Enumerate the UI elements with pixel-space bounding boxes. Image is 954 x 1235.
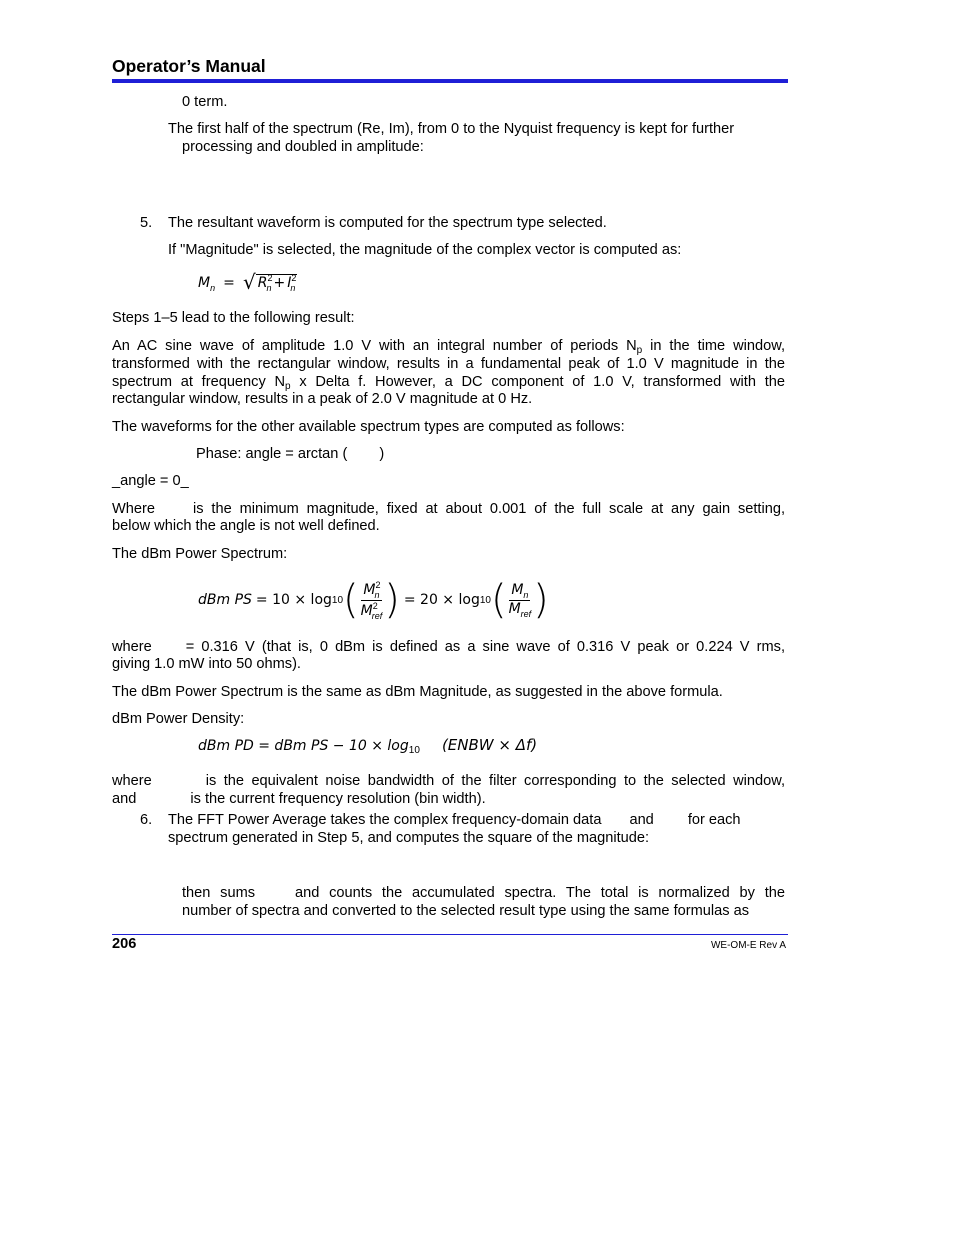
footer-divider xyxy=(112,934,788,935)
step6-line2: spectrum generated in Step 5, and computes the square of the magnitude: xyxy=(168,830,650,846)
paragraph-then-line1: then sums and counts the accumulated spectra. The total is normalized by the xyxy=(182,885,785,901)
paragraph-same-as: The dBm Power Spectrum is the same as dBm Magnitude, as suggested in the above formula. xyxy=(112,684,723,700)
paragraph-first-half-line1: The first half of the spectrum (Re, Im), from 0 to the Nyquist frequency is kept for further xyxy=(168,121,735,137)
formula-magnitude-lhs: M xyxy=(198,275,211,291)
step5-text: The resultant waveform is computed for the spectrum type selected. xyxy=(168,215,607,231)
paragraph-zero-term: 0 term. xyxy=(182,94,228,110)
paragraph-ac-line4: rectangular window, results in a peak of 2.0 V magnitude at 0 Hz. xyxy=(112,391,533,407)
paragraph-ac-line3: spectrum at frequency $N_p$ x Delta f. However, a DC component of 1.0 V, transformed with the xyxy=(112,374,785,392)
paragraph-then-line2: number of spectra and converted to the selected result type using the same formulas as xyxy=(182,903,750,919)
document-id: WE-OM-E Rev A xyxy=(710,940,786,951)
formula-dbm-pd: dBm PD = dBm PS − $10 \times \log_{10}$ (ENBW × Δf) xyxy=(198,736,538,756)
sqrt-icon: √ xyxy=(242,270,256,294)
paragraph-where-line1: Where is the minimum magnitude, fixed at about 0.001 of the full scale at any gain setting, xyxy=(112,501,785,517)
paragraph-enbw-line2: and is the current frequency resolution (bin width). xyxy=(112,791,486,807)
step6-line1: The FFT Power Average takes the complex frequency-domain data and for each xyxy=(168,812,741,828)
formula-magnitude-radicand: $R^2_n + I^2_n$ xyxy=(257,273,297,293)
paragraph-phase: Phase: angle = arctan ( ) xyxy=(196,446,385,462)
paragraph-ac-line2: transformed with the rectangular window, results in a fundamental peak of 1.0 V magnitude in the xyxy=(112,356,785,372)
paragraph-steps-result: Steps 1–5 lead to the following result: xyxy=(112,310,355,326)
step5-number: 5. xyxy=(140,215,153,231)
header-divider xyxy=(112,79,788,83)
step6-number: 6. xyxy=(140,812,153,828)
paragraph-dbm-ps: The dBm Power Spectrum: xyxy=(112,546,288,562)
paragraph-magnitude: If "Magnitude" is selected, the magnitude of the complex vector is computed as: xyxy=(168,242,682,258)
paragraph-ac-line1: An AC sine wave of amplitude 1.0 V with an integral number of periods $N_p$ in the time window, xyxy=(112,338,786,356)
paragraph-other-types: The waveforms for the other available spectrum types are computed as follows: xyxy=(112,419,625,435)
page-number: 206 xyxy=(112,936,137,952)
paragraph-angle-zero: _angle = 0_ xyxy=(112,473,189,489)
page-header-title: Operator’s Manual xyxy=(112,56,266,76)
paragraph-mref-line2: giving 1.0 mW into 50 ohms). xyxy=(112,656,301,672)
paragraph-dbm-pd: dBm Power Density: xyxy=(112,711,245,727)
paragraph-where-line2: below which the angle is not well defined. xyxy=(112,518,380,534)
paragraph-enbw-line1: where is the equivalent noise bandwidth of the filter corresponding to the selected window, xyxy=(112,773,785,789)
formula-magnitude: $M_n$ = √ $R^2_n + I^2_n$ xyxy=(198,270,297,294)
formula-dbm-ps-fraction2: $\frac{M_n}{M_{ref}}$ xyxy=(508,581,532,619)
paragraph-mref-line1: where = 0.316 V (that is, 0 dBm is defined as a sine wave of 0.316 V peak or 0.224 V rms, xyxy=(112,639,785,655)
formula-dbm-ps-fraction1: $\frac{M^2_n}{M^2_{ref}}$ xyxy=(360,579,383,621)
paragraph-first-half-line2: processing and doubled in amplitude: xyxy=(182,139,424,155)
formula-dbm-ps: dBm PS = 10 × log 10 ( $\frac{M^2_n}{M^2_{ref}}$ ) = 20 × log 10 ( $\frac{M_n}{M_{ref}}$ ) xyxy=(198,577,549,623)
